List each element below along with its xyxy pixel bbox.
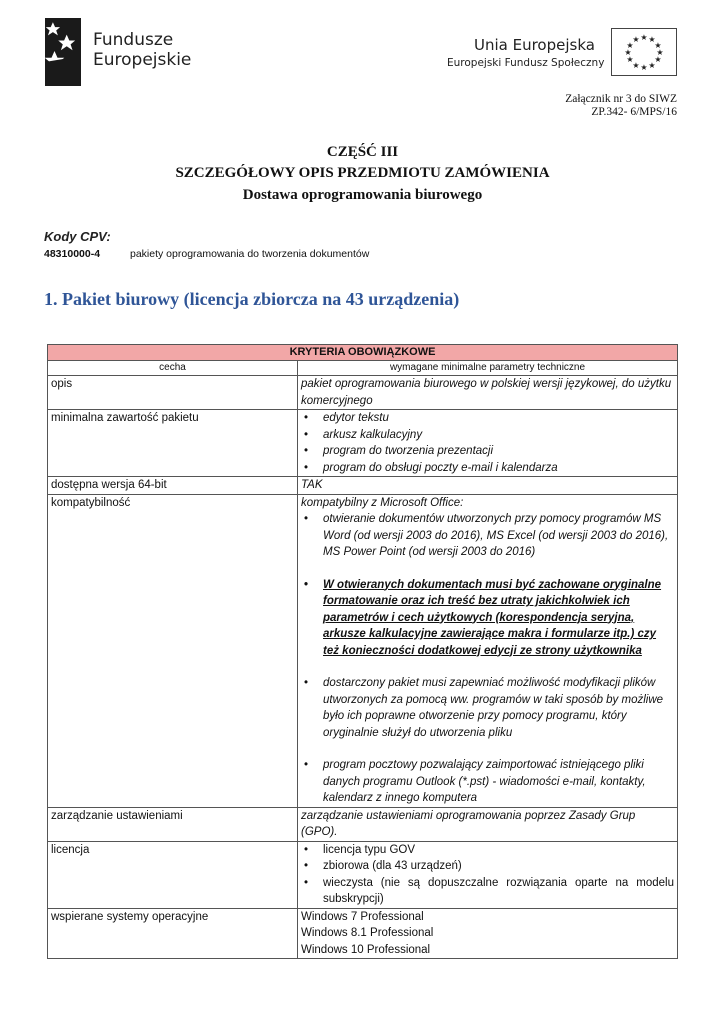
svg-text:★: ★: [626, 41, 634, 50]
column-header-parameters: wymagane minimalne parametry techniczne: [298, 361, 678, 376]
row-label: opis: [48, 376, 298, 410]
cpv-code: 48310000-4: [44, 248, 101, 260]
os-item: Windows 7 Professional: [301, 910, 424, 923]
table-subheader-row: [48, 361, 678, 376]
row-value: [298, 908, 678, 959]
table-row: [48, 410, 678, 477]
svg-text:★: ★: [654, 55, 662, 64]
cpv-label: Kody CPV:: [44, 229, 111, 244]
table-header-row: [48, 345, 678, 361]
list-item: • W otwieranych dokumentach musi być zachowane oryginalne formatowanie oraz ich treść bez utraty jakichkolwiek ich parametrów i cech użytkowych (korespondencja seryjna, arkusze kalkulacyjne zawierające makra i formularze itp.) czy też konieczności dodatkowej edycji ze strony użytkownika: [321, 577, 674, 660]
os-item: Windows 10 Professional: [301, 943, 431, 956]
compatibility-intro: kompatybilny z Microsoft Office:: [301, 496, 464, 509]
list-item: • wieczysta (nie są dopuszczalne rozwiązania oparte na modelu subskrypcji): [321, 875, 674, 908]
eu-subtitle: Europejski Fundusz Społeczny: [447, 57, 605, 69]
table-row: [48, 494, 678, 807]
row-label: zarządzanie ustawieniami: [48, 807, 298, 841]
row-label-text: wspierane systemy operacyjne: [51, 910, 209, 923]
row-label: minimalna zawartość pakietu: [48, 410, 298, 477]
svg-text:★: ★: [626, 55, 634, 64]
list-item: • program pocztowy pozwalający zaimportować istniejącego pliki danych programu Outlook (*.pst) - wiadomości e-mail, kontakty, kalendarz z innego komputera: [321, 757, 674, 807]
table-row: [48, 376, 678, 410]
fe-stars-icon: [45, 18, 81, 86]
table-header: KRYTERIA OBOWIĄZKOWE: [48, 345, 678, 361]
svg-text:★: ★: [648, 35, 656, 44]
row-value: [298, 841, 678, 908]
svg-text:★: ★: [640, 63, 648, 72]
row-value: pakiet oprogramowania biurowego w polskiej wersji językowej, do użytku komercyjnego: [298, 376, 678, 410]
svg-text:★: ★: [656, 48, 664, 57]
fundusze-europejskie-logo: [45, 18, 205, 86]
list-item: • zbiorowa (dla 43 urządzeń): [321, 858, 674, 875]
svg-text:★: ★: [624, 48, 632, 57]
row-label: licencja: [48, 841, 298, 908]
fe-logo-line2: Europejskie: [93, 50, 192, 70]
row-label: kompatybilność: [48, 494, 298, 807]
eu-title: Unia Europejska: [474, 36, 595, 54]
compatibility-list: [301, 511, 674, 807]
row-label: dostępna wersja 64-bit: [48, 477, 298, 495]
svg-text:★: ★: [632, 35, 640, 44]
reference-line1: Załącznik nr 3 do SIWZ: [565, 93, 677, 105]
license-list: [301, 842, 674, 908]
cpv-description: pakiety oprogramowania do tworzenia dokumentów: [130, 248, 370, 260]
row-value: [298, 494, 678, 807]
row-label: [48, 908, 298, 959]
row-value: [298, 410, 678, 477]
svg-text:★: ★: [654, 41, 662, 50]
table-row: [48, 807, 678, 841]
reference-line2: ZP.342- 6/MPS/16: [591, 106, 677, 118]
table-row: [48, 841, 678, 908]
table-row: [48, 477, 678, 495]
list-item: • licencja typu GOV: [321, 842, 674, 859]
fe-logo-line1: Fundusze: [93, 30, 174, 50]
row-value: TAK: [298, 477, 678, 495]
os-item: Windows 8.1 Professional: [301, 927, 434, 939]
part-title: CZĘŚĆ III: [326, 144, 399, 160]
subtitle: Dostawa oprogramowania biurowego: [242, 187, 483, 203]
table-row: [48, 908, 678, 959]
svg-text:★: ★: [632, 61, 640, 70]
list-item: • otwieranie dokumentów utworzonych przy pomocy programów MS Word (od wersji 2003 do 2016), MS Excel (od wersji 2003 do 2016), MS Power Point (od wersji 2003 do 2016): [321, 511, 674, 561]
list-item: • edytor tekstu: [321, 410, 674, 427]
content-list: [301, 410, 674, 476]
main-title: SZCZEGÓŁOWY OPIS PRZEDMIOTU ZAMÓWIENIA: [175, 165, 550, 181]
svg-text:★: ★: [640, 33, 648, 42]
list-item: • arkusz kalkulacyjny: [321, 427, 674, 444]
section-heading: 1. Pakiet biurowy (licencja zbiorcza na 43 urządzenia): [44, 289, 460, 309]
list-item: • program do tworzenia prezentacji: [321, 443, 674, 460]
eu-flag-icon: [611, 28, 677, 76]
column-header-feature: cecha: [48, 361, 298, 376]
list-item: • program do obsługi poczty e-mail i kalendarza: [321, 460, 674, 477]
criteria-table: [47, 344, 678, 959]
row-value: zarządzanie ustawieniami oprogramowania poprzez Zasady Grup (GPO).: [298, 807, 678, 841]
list-item: • dostarczony pakiet musi zapewniać możliwość modyfikacji plików utworzonych za pomocą ww. programów w taki sposób by możliwe było ich poprawne otworzenie przy pomocy programu, który oryginalnie służył do utworzenia pliku: [321, 675, 674, 741]
svg-text:★: ★: [648, 61, 656, 70]
